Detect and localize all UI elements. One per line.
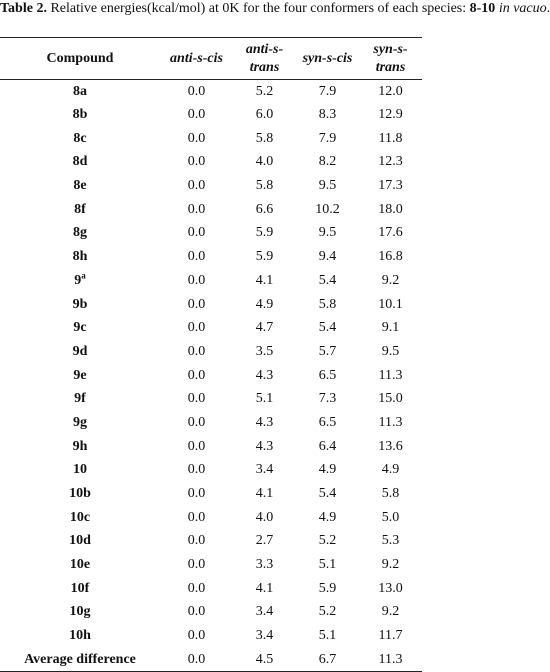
table-caption: [0, 0, 550, 17]
header-anti-s-trans: [233, 38, 296, 80]
header-row: [0, 38, 422, 80]
energy-value-cell: 4.0: [255, 509, 274, 525]
energy-value-cell: 2.7: [255, 533, 274, 549]
table-row: [0, 435, 422, 459]
caption-condition: in vacuo: [498, 1, 547, 16]
energy-value-cell: 9.4: [318, 249, 337, 265]
header-syn-s-cis: [296, 38, 359, 80]
table-row: [0, 151, 422, 175]
energy-value-cell: 4.9: [381, 462, 400, 478]
energy-value-cell: 6.6: [255, 201, 274, 217]
energy-value-cell: 18.0: [378, 201, 403, 217]
energy-value-cell: 5.2: [255, 83, 274, 99]
table-row: [0, 198, 422, 222]
energy-value-cell: 9.2: [381, 272, 400, 288]
table-row: [0, 530, 422, 554]
energy-value-cell: 0.0: [187, 580, 206, 596]
energy-value-cell: 7.9: [318, 83, 337, 99]
table-row: [0, 577, 422, 601]
energy-value-cell: 0.0: [187, 367, 206, 383]
compound-cell: [0, 269, 160, 293]
compound-name: 9g: [73, 414, 87, 430]
energy-value-cell: 3.3: [255, 557, 274, 573]
compound-cell: [0, 364, 160, 388]
energy-value-cell: 6.4: [318, 438, 337, 454]
energy-value-cell: 5.3: [381, 533, 400, 549]
energy-value-cell: 0.0: [187, 628, 206, 644]
compound-cell: [0, 411, 160, 435]
energy-value-cell: 5.8: [255, 130, 274, 146]
compound-name: 8c: [73, 130, 87, 146]
table-row: [0, 387, 422, 411]
table-row: [0, 624, 422, 648]
compound-cell: [0, 245, 160, 269]
energy-value-cell: 5.0: [381, 509, 400, 525]
header-syn-s-trans-line2: trans: [375, 59, 406, 75]
energy-value-cell: 9.5: [318, 178, 337, 194]
energy-value-cell: 5.9: [318, 580, 337, 596]
energy-value-cell: 0.0: [187, 154, 206, 170]
energy-value-cell: 3.4: [255, 604, 274, 620]
energy-value-cell: 8.3: [318, 107, 337, 123]
energy-value-cell: 0.0: [187, 178, 206, 194]
energy-value-cell: 5.2: [318, 604, 337, 620]
table-row: [0, 364, 422, 388]
compound-name: 8f: [74, 201, 86, 217]
compound-name: 10c: [69, 509, 91, 525]
energy-table: [0, 37, 422, 672]
energy-value-cell: 0.0: [187, 557, 206, 573]
energy-value-cell: 4.9: [318, 509, 337, 525]
table-row: [0, 127, 422, 151]
compound-cell: [0, 506, 160, 530]
compound-cell: [0, 601, 160, 625]
table-row: [0, 245, 422, 269]
table-row: [0, 553, 422, 577]
header-anti-s-trans-line1: anti-s-: [245, 41, 284, 57]
energy-value-cell: 0.0: [187, 249, 206, 265]
energy-value-cell: 4.3: [255, 367, 274, 383]
energy-value-cell: 6.5: [318, 367, 337, 383]
table-row: [0, 601, 422, 625]
caption-label: Table 2.: [0, 1, 47, 16]
compound-name: 9e: [73, 367, 87, 383]
energy-value-cell: 4.1: [255, 272, 274, 288]
caption-period: .: [546, 1, 550, 16]
table-row: [0, 411, 422, 435]
compound-cell: [0, 553, 160, 577]
energy-value-cell: 17.3: [378, 178, 403, 194]
energy-value-cell: 4.5: [233, 648, 296, 672]
energy-value-cell: 0.0: [187, 225, 206, 241]
compound-name: 9f: [74, 391, 86, 407]
energy-value-cell: 5.8: [318, 296, 337, 312]
energy-value-cell: 5.1: [318, 628, 337, 644]
table-row: [0, 269, 422, 293]
energy-value-cell: 3.4: [255, 462, 274, 478]
table-row: [0, 459, 422, 483]
energy-value-cell: 5.9: [255, 249, 274, 265]
compound-name: 9c: [73, 320, 87, 336]
energy-value-cell: 15.0: [378, 391, 403, 407]
header-syn-s-cis-text: syn-s-cis: [302, 50, 353, 66]
table-row: [0, 293, 422, 317]
compound-cell: [0, 387, 160, 411]
energy-value-cell: 0.0: [187, 201, 206, 217]
energy-value-cell: 11.7: [378, 628, 403, 644]
energy-value-cell: 0.0: [187, 486, 206, 502]
energy-value-cell: 17.6: [378, 225, 403, 241]
compound-name: 8d: [72, 154, 88, 170]
table-header: [0, 38, 422, 80]
energy-value-cell: 0.0: [160, 648, 233, 672]
compound-name: 10d: [69, 533, 91, 549]
compound-name: 10h: [69, 628, 91, 644]
energy-value-cell: 7.9: [318, 130, 337, 146]
energy-value-cell: 0.0: [187, 533, 206, 549]
energy-value-cell: 9.2: [381, 557, 400, 573]
compound-name: 8e: [73, 178, 87, 194]
compound-name: 8h: [72, 249, 88, 265]
compound-cell: [0, 222, 160, 246]
compound-name: Average difference: [24, 651, 136, 667]
energy-value-cell: 5.4: [318, 486, 337, 502]
energy-value-cell: 9.5: [381, 343, 400, 359]
caption-text: Relative energies(kcal/mol) at 0K for the four conformers of each species:: [46, 1, 470, 16]
table-row: [0, 648, 422, 672]
compound-cell: [0, 174, 160, 198]
energy-value-cell: 5.4: [318, 320, 337, 336]
table-row: [0, 80, 422, 104]
energy-value-cell: 5.8: [381, 486, 400, 502]
compound-cell: [0, 103, 160, 127]
compound-cell: [0, 127, 160, 151]
energy-value-cell: 5.1: [255, 391, 274, 407]
compound-cell: [0, 293, 160, 317]
energy-value-cell: 4.3: [255, 414, 274, 430]
compound-cell: [0, 648, 160, 672]
energy-value-cell: 8.2: [318, 154, 337, 170]
header-anti-s-cis: [160, 38, 233, 80]
compound-name: 8a: [73, 83, 87, 99]
compound-cell: [0, 151, 160, 175]
compound-name: 10b: [69, 486, 91, 502]
energy-value-cell: 5.1: [318, 557, 337, 573]
energy-value-cell: 12.3: [378, 154, 403, 170]
caption-range: 8-10: [469, 1, 496, 16]
compound-cell: [0, 340, 160, 364]
energy-value-cell: 0.0: [187, 272, 206, 288]
energy-value-cell: 10.1: [378, 296, 403, 312]
energy-value-cell: 5.2: [318, 533, 337, 549]
energy-value-cell: 4.1: [255, 486, 274, 502]
table-row: [0, 103, 422, 127]
table-row: [0, 174, 422, 198]
compound-name: 10f: [70, 580, 90, 596]
compound-name: 8b: [72, 107, 88, 123]
compound-name: 9d: [72, 343, 88, 359]
table-row: [0, 506, 422, 530]
energy-value-cell: 4.9: [318, 462, 337, 478]
compound-cell: [0, 624, 160, 648]
energy-value-cell: 0.0: [187, 438, 206, 454]
header-syn-s-trans-line1: syn-s-: [373, 41, 408, 57]
energy-value-cell: 11.3: [359, 648, 422, 672]
energy-value-cell: 5.4: [318, 272, 337, 288]
energy-value-cell: 0.0: [187, 604, 206, 620]
energy-value-cell: 0.0: [187, 391, 206, 407]
energy-value-cell: 0.0: [187, 414, 206, 430]
table-row: [0, 340, 422, 364]
energy-value-cell: 0.0: [187, 509, 206, 525]
footnote-marker: a: [81, 270, 86, 281]
energy-value-cell: 6.7: [296, 648, 359, 672]
compound-cell: [0, 316, 160, 340]
energy-value-cell: 12.9: [378, 107, 403, 123]
energy-value-cell: 10.2: [315, 201, 340, 217]
compound-cell: [0, 198, 160, 222]
energy-value-cell: 4.7: [255, 320, 274, 336]
energy-value-cell: 6.5: [318, 414, 337, 430]
energy-value-cell: 0.0: [187, 107, 206, 123]
energy-value-cell: 6.0: [255, 107, 274, 123]
compound-cell: [0, 459, 160, 483]
table-body: [0, 80, 422, 672]
compound-cell: [0, 435, 160, 459]
table-row: [0, 316, 422, 340]
energy-value-cell: 11.3: [378, 414, 403, 430]
energy-value-cell: 11.3: [378, 367, 403, 383]
compound-name: 9h: [72, 438, 88, 454]
compound-name: 9b: [72, 296, 88, 312]
compound-cell: [0, 80, 160, 104]
energy-value-cell: 9.2: [381, 604, 400, 620]
energy-value-cell: 4.3: [255, 438, 274, 454]
energy-value-cell: 5.7: [318, 343, 337, 359]
compound-name: 9: [74, 272, 82, 288]
energy-value-cell: 0.0: [187, 320, 206, 336]
compound-name: 8g: [73, 225, 87, 241]
compound-name: 10g: [69, 604, 91, 620]
energy-value-cell: 0.0: [187, 343, 206, 359]
table-row: [0, 482, 422, 506]
energy-value-cell: 4.9: [255, 296, 274, 312]
compound-cell: [0, 577, 160, 601]
energy-value-cell: 16.8: [378, 249, 403, 265]
compound-cell: [0, 530, 160, 554]
energy-value-cell: 0.0: [187, 462, 206, 478]
table-row: [0, 222, 422, 246]
energy-value-cell: 9.5: [318, 225, 337, 241]
compound-cell: [0, 482, 160, 506]
energy-value-cell: 5.8: [255, 178, 274, 194]
energy-value-cell: 3.5: [255, 343, 274, 359]
energy-value-cell: 0.0: [187, 296, 206, 312]
energy-value-cell: 4.1: [255, 580, 274, 596]
energy-value-cell: 11.8: [378, 130, 403, 146]
energy-value-cell: 0.0: [187, 83, 206, 99]
header-compound: Compound: [0, 38, 160, 80]
header-syn-s-trans: [359, 38, 422, 80]
compound-name: 10: [73, 462, 87, 478]
energy-value-cell: 4.0: [255, 154, 274, 170]
energy-value-cell: 3.4: [255, 628, 274, 644]
header-anti-s-trans-line2: trans: [249, 59, 280, 75]
energy-value-cell: 12.0: [378, 83, 403, 99]
energy-value-cell: 5.9: [255, 225, 274, 241]
energy-value-cell: 13.6: [378, 438, 403, 454]
energy-value-cell: 7.3: [318, 391, 337, 407]
compound-name: 10e: [69, 557, 91, 573]
header-anti-s-cis-text: anti-s-cis: [170, 50, 223, 66]
energy-value-cell: 9.1: [381, 320, 400, 336]
energy-value-cell: 0.0: [187, 130, 206, 146]
energy-value-cell: 13.0: [378, 580, 403, 596]
